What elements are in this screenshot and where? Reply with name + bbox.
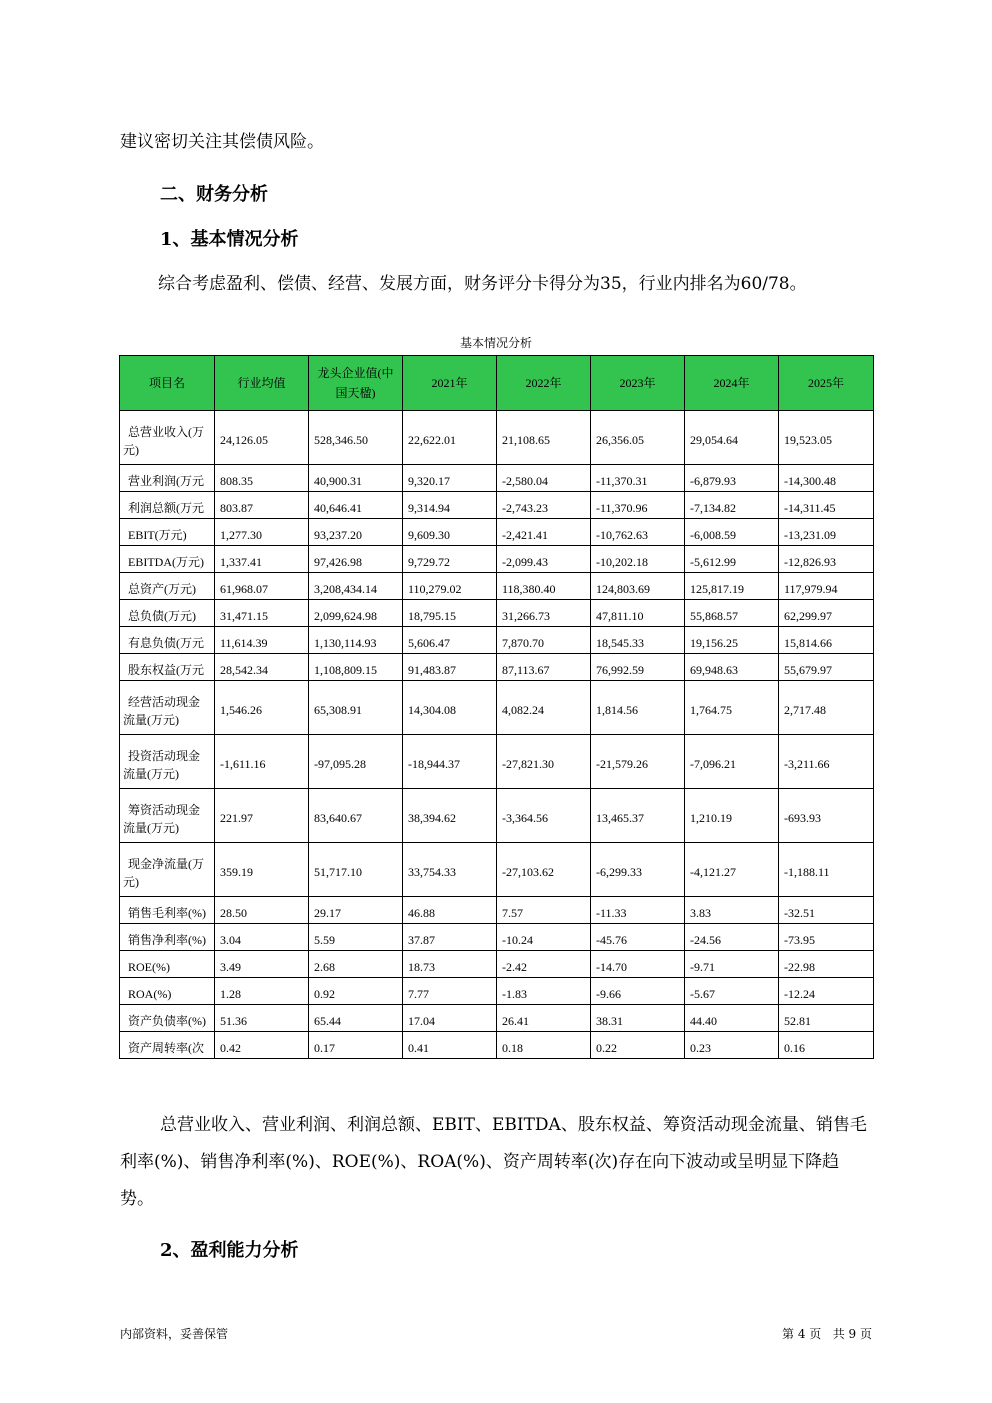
table-row (120, 843, 874, 897)
table-cell: 87,113.67 (497, 654, 591, 681)
table-row (120, 1005, 874, 1032)
table-cell: 18,545.33 (591, 627, 685, 654)
table-cell: 37.87 (403, 924, 497, 951)
table-cell: -18,944.37 (403, 735, 497, 789)
table-cell: 3.83 (685, 897, 779, 924)
table-row (120, 978, 874, 1005)
section-title: 二、财务分析 (160, 184, 268, 205)
table-cell: -693.93 (779, 789, 874, 843)
row-label: 总资产(万元) (120, 573, 215, 600)
table-cell: 1,546.26 (215, 681, 309, 735)
table-cell: 65,308.91 (309, 681, 403, 735)
table-cell: -24.56 (685, 924, 779, 951)
table-cell: -2,099.43 (497, 546, 591, 573)
row-label: 销售净利率(%) (120, 924, 215, 951)
table-cell: -1,611.16 (215, 735, 309, 789)
row-label: 现金净流量(万元) (120, 843, 215, 897)
table-header-row (120, 356, 874, 411)
table-row (120, 951, 874, 978)
row-label: 利润总额(万元 (120, 492, 215, 519)
table-cell: -7,096.21 (685, 735, 779, 789)
column-header: 2022年 (497, 356, 591, 411)
intro-line: 建议密切关注其偿债风险。 (120, 132, 324, 152)
table-cell: -32.51 (779, 897, 874, 924)
row-label: ROE(%) (120, 951, 215, 978)
footer-page-number: 第 4 页 共 9 页 (782, 1327, 872, 1341)
table-cell: 0.42 (215, 1032, 309, 1059)
table-cell: 1.28 (215, 978, 309, 1005)
table-cell: -14,300.48 (779, 465, 874, 492)
table-cell: 359.19 (215, 843, 309, 897)
table-cell: 46.88 (403, 897, 497, 924)
table-row (120, 411, 874, 465)
table-cell: -4,121.27 (685, 843, 779, 897)
table-row (120, 681, 874, 735)
subsection-title-basic: 1、基本情况分析 (160, 229, 299, 250)
column-header: 2025年 (779, 356, 874, 411)
table-cell: -11,370.96 (591, 492, 685, 519)
table-cell: 31,266.73 (497, 600, 591, 627)
table-row (120, 789, 874, 843)
table-cell: 803.87 (215, 492, 309, 519)
table-cell: 44.40 (685, 1005, 779, 1032)
table-cell: -2,743.23 (497, 492, 591, 519)
table-row (120, 519, 874, 546)
table-cell: -11,370.31 (591, 465, 685, 492)
row-label: ROA(%) (120, 978, 215, 1005)
table-cell: 40,646.41 (309, 492, 403, 519)
table-cell: 28.50 (215, 897, 309, 924)
table-cell: 4,082.24 (497, 681, 591, 735)
table-cell: 1,108,809.15 (309, 654, 403, 681)
table-cell: 5,606.47 (403, 627, 497, 654)
table-cell: 528,346.50 (309, 411, 403, 465)
table-cell: 3.04 (215, 924, 309, 951)
table-cell: 9,320.17 (403, 465, 497, 492)
table-row (120, 924, 874, 951)
table-cell: 2,099,624.98 (309, 600, 403, 627)
table-cell: 13,465.37 (591, 789, 685, 843)
column-header: 项目名 (120, 356, 215, 411)
table-cell: -6,299.33 (591, 843, 685, 897)
table-cell: 51.36 (215, 1005, 309, 1032)
table-cell: 2,717.48 (779, 681, 874, 735)
column-header: 2023年 (591, 356, 685, 411)
table-cell: 15,814.66 (779, 627, 874, 654)
table-cell: 76,992.59 (591, 654, 685, 681)
table-cell: 28,542.34 (215, 654, 309, 681)
table-cell: 18.73 (403, 951, 497, 978)
table-cell: -2,580.04 (497, 465, 591, 492)
table-cell: 19,156.25 (685, 627, 779, 654)
table-row (120, 600, 874, 627)
table-cell: 62,299.97 (779, 600, 874, 627)
table-cell: 83,640.67 (309, 789, 403, 843)
table-row (120, 573, 874, 600)
table-cell: 7.57 (497, 897, 591, 924)
table-cell: 125,817.19 (685, 573, 779, 600)
table-cell: -9.66 (591, 978, 685, 1005)
table-cell: 47,811.10 (591, 600, 685, 627)
table-cell: 93,237.20 (309, 519, 403, 546)
table-cell: -10,202.18 (591, 546, 685, 573)
table-row (120, 654, 874, 681)
table-cell: 221.97 (215, 789, 309, 843)
row-label: 总负债(万元) (120, 600, 215, 627)
table-cell: 38.31 (591, 1005, 685, 1032)
subsection-title-profitability: 2、盈利能力分析 (160, 1240, 299, 1261)
table-cell: 0.22 (591, 1032, 685, 1059)
table-row (120, 897, 874, 924)
table-cell: -21,579.26 (591, 735, 685, 789)
table-cell: 0.16 (779, 1032, 874, 1059)
table-row (120, 546, 874, 573)
table-cell: 38,394.62 (403, 789, 497, 843)
table-cell: -13,231.09 (779, 519, 874, 546)
table-cell: 0.18 (497, 1032, 591, 1059)
table-cell: 124,803.69 (591, 573, 685, 600)
table-cell: 97,426.98 (309, 546, 403, 573)
row-label: 股东权益(万元 (120, 654, 215, 681)
table-cell: -14,311.45 (779, 492, 874, 519)
table-cell: 61,968.07 (215, 573, 309, 600)
table-caption: 基本情况分析 (459, 336, 532, 350)
table-cell: -5,612.99 (685, 546, 779, 573)
table-cell: -5.67 (685, 978, 779, 1005)
table-cell: -22.98 (779, 951, 874, 978)
table-cell: 110,279.02 (403, 573, 497, 600)
table-row (120, 465, 874, 492)
table-cell: -10,762.63 (591, 519, 685, 546)
table-cell: 117,979.94 (779, 573, 874, 600)
column-header: 2024年 (685, 356, 779, 411)
table-cell: -73.95 (779, 924, 874, 951)
table-cell: 26,356.05 (591, 411, 685, 465)
table-cell: 2.68 (309, 951, 403, 978)
table-cell: -27,103.62 (497, 843, 591, 897)
table-cell: 29.17 (309, 897, 403, 924)
row-label: 总营业收入(万元) (120, 411, 215, 465)
table-cell: 11,614.39 (215, 627, 309, 654)
footer-left: 内部资料，妥善保管 (120, 1327, 229, 1341)
row-label: 经营活动现金流量(万元) (120, 681, 215, 735)
summary-paragraph: 综合考虑盈利、偿债、经营、发展方面，财务评分卡得分为35，行业内排名为60/78。 (158, 274, 807, 294)
row-label: 资产负债率(%) (120, 1005, 215, 1032)
table-cell: 19,523.05 (779, 411, 874, 465)
table-cell: -12,826.93 (779, 546, 874, 573)
table-cell: 5.59 (309, 924, 403, 951)
table-cell: 91,483.87 (403, 654, 497, 681)
row-label: EBIT(万元) (120, 519, 215, 546)
table-cell: 52.81 (779, 1005, 874, 1032)
table-cell: 1,210.19 (685, 789, 779, 843)
table-cell: 33,754.33 (403, 843, 497, 897)
table-cell: 1,337.41 (215, 546, 309, 573)
table-cell: 7,870.70 (497, 627, 591, 654)
table-cell: -12.24 (779, 978, 874, 1005)
table-row (120, 1032, 874, 1059)
table-cell: -6,008.59 (685, 519, 779, 546)
table-cell: 7.77 (403, 978, 497, 1005)
table-cell: -97,095.28 (309, 735, 403, 789)
table-cell: 1,764.75 (685, 681, 779, 735)
table-cell: 3.49 (215, 951, 309, 978)
table-cell: 9,609.30 (403, 519, 497, 546)
table-cell: -14.70 (591, 951, 685, 978)
table-cell: 3,208,434.14 (309, 573, 403, 600)
table-cell: 69,948.63 (685, 654, 779, 681)
table-cell: 0.41 (403, 1032, 497, 1059)
table-row (120, 492, 874, 519)
table-cell: 0.17 (309, 1032, 403, 1059)
column-header: 行业均值 (215, 356, 309, 411)
trend-paragraph: 总营业收入、营业利润、利润总额、EBIT、EBITDA、股东权益、筹资活动现金流量、销售毛利率(%)、销售净利率(%)、ROE(%)、ROA(%)、资产周转率(次)存在向下波动或呈明显下降趋势。 (120, 1115, 867, 1209)
table-cell: 29,054.64 (685, 411, 779, 465)
table-cell: 18,795.15 (403, 600, 497, 627)
table-cell: -7,134.82 (685, 492, 779, 519)
column-header: 龙头企业值(中国天楹) (309, 356, 403, 411)
row-label: 投资活动现金流量(万元) (120, 735, 215, 789)
table-cell: -1.83 (497, 978, 591, 1005)
table-row (120, 735, 874, 789)
table-row (120, 627, 874, 654)
table-cell: -27,821.30 (497, 735, 591, 789)
table-cell: 808.35 (215, 465, 309, 492)
table-cell: 65.44 (309, 1005, 403, 1032)
table-cell: 1,130,114.93 (309, 627, 403, 654)
table-cell: -45.76 (591, 924, 685, 951)
table-cell: -3,364.56 (497, 789, 591, 843)
table-cell: -6,879.93 (685, 465, 779, 492)
table-cell: 1,277.30 (215, 519, 309, 546)
column-header: 2021年 (403, 356, 497, 411)
table-cell: 31,471.15 (215, 600, 309, 627)
table-cell: 118,380.40 (497, 573, 591, 600)
table-body (120, 411, 874, 1059)
table-cell: 24,126.05 (215, 411, 309, 465)
table-cell: -2,421.41 (497, 519, 591, 546)
table-cell: 9,729.72 (403, 546, 497, 573)
row-label: 有息负债(万元 (120, 627, 215, 654)
table-cell: -3,211.66 (779, 735, 874, 789)
table-cell: 9,314.94 (403, 492, 497, 519)
table-cell: 17.04 (403, 1005, 497, 1032)
table-cell: -1,188.11 (779, 843, 874, 897)
table-cell: 21,108.65 (497, 411, 591, 465)
row-label: 筹资活动现金流量(万元) (120, 789, 215, 843)
financial-table (119, 355, 874, 1059)
table-cell: 55,868.57 (685, 600, 779, 627)
table-cell: 55,679.97 (779, 654, 874, 681)
table-cell: 0.92 (309, 978, 403, 1005)
table-cell: 0.23 (685, 1032, 779, 1059)
row-label: 资产周转率(次 (120, 1032, 215, 1059)
row-label: 营业利润(万元 (120, 465, 215, 492)
table-cell: 40,900.31 (309, 465, 403, 492)
table-cell: 51,717.10 (309, 843, 403, 897)
table-cell: 1,814.56 (591, 681, 685, 735)
table-cell: 26.41 (497, 1005, 591, 1032)
table-cell: 22,622.01 (403, 411, 497, 465)
table-cell: -9.71 (685, 951, 779, 978)
table-cell: -11.33 (591, 897, 685, 924)
row-label: 销售毛利率(%) (120, 897, 215, 924)
table-cell: 14,304.08 (403, 681, 497, 735)
row-label: EBITDA(万元) (120, 546, 215, 573)
table-cell: -2.42 (497, 951, 591, 978)
table-cell: -10.24 (497, 924, 591, 951)
